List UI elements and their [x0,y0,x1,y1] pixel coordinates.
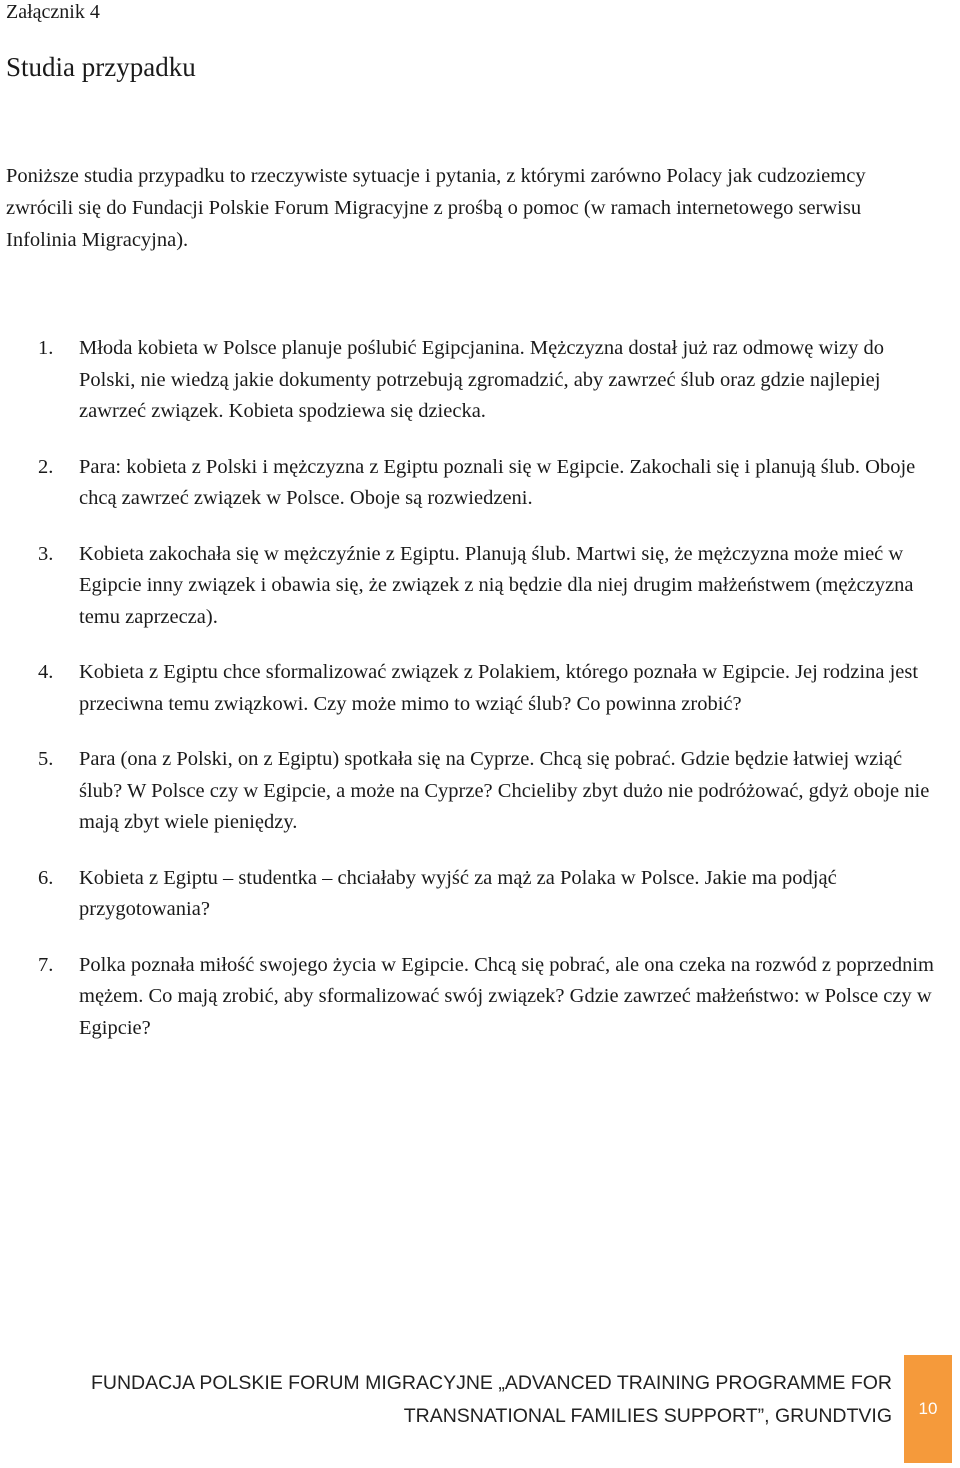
case-number: 1. [38,337,54,359]
case-text: Kobieta zakochała się w mężczyźnie z Egiptu. Planują ślub. Martwi się, że mężczyzna może mieć w Egipcie inny związek i obawia się, że związek z nią będzie dla niej drugim małżeństwem (mężczyzna temu zaprzecza). [79,542,914,628]
case-number: 7. [38,953,54,976]
page-number: 10 [918,1399,938,1418]
case-text: Para: kobieta z Polski i mężczyzna z Egiptu poznali się w Egipcie. Zakochali się i planują ślub. Oboje chcą zawrzeć związek w Polsce. Oboje są rozwiedzeni. [79,455,916,509]
annex-label: Załącznik 4 [6,1,100,23]
case-text: Para (ona z Polski, on z Egiptu) spotkała się na Cyprze. Chcą się pobrać. Gdzie będzie łatwiej wziąć ślub? W Polsce czy w Egipcie, a może na Cyprze? Chcieliby zbyt dużo nie podróżować, gdyż oboje nie mają zbyt wiele pieniędzy. [79,748,930,833]
case-item [0,950,939,1045]
case-text: Kobieta z Egiptu chce sformalizować związek z Polakiem, którego poznała w Egipcie. Jej rodzina jest przeciwna temu związkowi. Czy może mimo to wziąć ślub? Co powinna zrobić? [79,661,919,715]
case-item [0,657,939,720]
footer-line-2: TRANSNATIONAL FAMILIES SUPPORT”, GRUNDTVIG [403,1405,892,1427]
case-item [0,539,939,634]
intro-paragraph: Poniższe studia przypadku to rzeczywiste sytuacje i pytania, z którymi zarówno Polacy jak cudzoziemcy zwrócili się do Fundacji Polskie Forum Migracyjne z prośbą o pomoc (w ramach internetowego serwisu Infolinia Migracyjna). [6,165,866,251]
page-number-box [904,1355,952,1463]
case-item [0,452,939,515]
case-item [0,333,939,428]
page-footer [0,1364,960,1468]
case-text: Kobieta z Egiptu – studentka – chciałaby wyjść za mąż za Polaka w Polsce. Jakie ma podjąć przygotowania? [79,866,837,920]
case-number: 3. [38,542,54,565]
case-item [0,744,939,839]
case-number: 4. [38,661,54,683]
case-number: 2. [38,455,54,478]
case-number: 5. [38,748,54,770]
case-item [0,863,939,926]
case-list [0,333,960,1068]
case-text: Młoda kobieta w Polsce planuje poślubić Egipcjanina. Mężczyzna dostał już raz odmowę wizy do Polski, nie wiedzą jakie dokumenty potrzebują zgromadzić, aby zawrzeć ślub oraz gdzie najlepiej zawrzeć związek. Kobieta spodziewa się dziecka. [79,337,884,422]
footer-text [91,1367,892,1433]
case-text: Polka poznała miłość swojego życia w Egipcie. Chcą się pobrać, ale ona czeka na rozwód z poprzednim mężem. Co mają zrobić, aby sformalizować swój związek? Gdzie zawrzeć małżeństwo: w Polsce czy w Egipcie? [79,953,934,1039]
case-number: 6. [38,866,54,889]
footer-line-1: FUNDACJA POLSKIE FORUM MIGRACYJNE „ADVANCED TRAINING PROGRAMME FOR [90,1372,892,1394]
page-title: Studia przypadku [6,52,196,82]
